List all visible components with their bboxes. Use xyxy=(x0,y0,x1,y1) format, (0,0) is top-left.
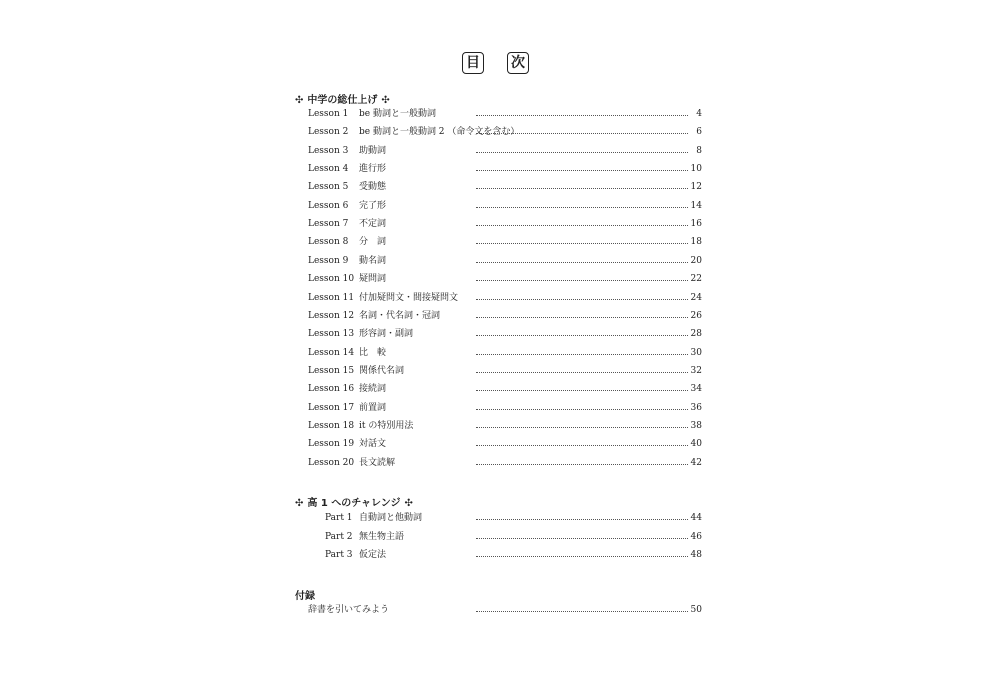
entry-label: Part 1 xyxy=(325,513,353,523)
entry-page-number: 46 xyxy=(690,531,702,542)
entry-page-number: 12 xyxy=(690,182,702,193)
dot-leader xyxy=(476,445,688,446)
entry-label: Lesson 16 xyxy=(308,384,355,395)
dot-leader xyxy=(476,556,688,557)
entry-page-number: 18 xyxy=(690,237,702,248)
entry-page-number: 40 xyxy=(690,439,702,450)
entry-page-number: 14 xyxy=(690,200,702,211)
dot-leader xyxy=(476,115,688,116)
toc-entry xyxy=(0,437,991,451)
dot-leader xyxy=(476,464,688,465)
entry-label: Lesson 7 xyxy=(308,219,349,230)
dot-leader xyxy=(476,207,688,208)
entry-label: Lesson 1 xyxy=(308,109,349,119)
entry-label: Lesson 5 xyxy=(308,182,349,193)
dot-leader xyxy=(476,299,688,300)
entry-label: Lesson 14 xyxy=(308,347,355,358)
entry-label: Lesson 9 xyxy=(308,255,349,266)
entry-page-number: 10 xyxy=(690,164,702,175)
toc-entry xyxy=(0,346,991,360)
toc-entry xyxy=(0,401,991,415)
dot-leader xyxy=(476,317,688,318)
entry-label: Lesson 3 xyxy=(308,145,349,156)
entry-label: Lesson 2 xyxy=(308,127,349,138)
toc-entry xyxy=(0,382,991,396)
page-title xyxy=(0,52,991,74)
ornament-icon: ✣ xyxy=(381,95,390,106)
entry-page-number: 24 xyxy=(690,292,702,303)
dot-leader xyxy=(476,335,688,336)
toc-entry xyxy=(0,162,991,176)
entry-label: Lesson 6 xyxy=(308,200,349,211)
toc-entry xyxy=(0,217,991,231)
entry-label: Lesson 18 xyxy=(308,420,355,431)
entry-label: Lesson 10 xyxy=(308,274,355,285)
entry-page-number: 30 xyxy=(690,347,702,358)
entry-topic: 前置詞 xyxy=(359,402,387,413)
entry-label: Lesson 17 xyxy=(308,402,355,413)
entry-topic: 形容詞・副詞 xyxy=(359,329,414,340)
section-heading-appendix xyxy=(295,587,315,602)
section-title: 高 1 へのチャレンジ xyxy=(307,498,401,509)
entry-page-number: 6 xyxy=(696,127,702,138)
entry-topic: 助動詞 xyxy=(359,145,387,156)
entry-page-number: 50 xyxy=(690,605,702,615)
entry-topic: 付加疑問文・間接疑問文 xyxy=(359,292,459,303)
dot-leader xyxy=(476,225,688,226)
toc-entry xyxy=(0,548,991,562)
dot-leader xyxy=(476,611,688,612)
entry-topic: 長文読解 xyxy=(359,457,396,468)
entry-topic: 受動態 xyxy=(359,182,387,193)
title-char-2: 次 xyxy=(507,52,529,74)
dot-leader xyxy=(476,390,688,391)
entry-page-number: 28 xyxy=(690,329,702,340)
entry-label: Part 2 xyxy=(325,531,353,542)
entry-label: Lesson 8 xyxy=(308,237,349,248)
entry-topic: 自動詞と他動詞 xyxy=(359,513,423,523)
entry-page-number: 42 xyxy=(690,457,702,468)
entry-topic: 動名詞 xyxy=(359,255,387,266)
toc-entry xyxy=(0,199,991,213)
entry-label: Part 3 xyxy=(325,550,353,560)
entry-topic: 完了形 xyxy=(359,200,387,211)
entry-topic: it の特別用法 xyxy=(359,420,414,431)
entry-label: Lesson 13 xyxy=(308,329,355,340)
entry-topic: be 動詞と一般動詞 xyxy=(359,109,436,119)
entry-topic: 分 詞 xyxy=(359,237,387,248)
entry-page-number: 34 xyxy=(690,384,702,395)
dot-leader xyxy=(476,538,688,539)
entry-topic: 名詞・代名詞・冠詞 xyxy=(359,310,441,321)
toc-entry xyxy=(0,144,991,158)
section-title: 付録 xyxy=(295,591,315,602)
dot-leader xyxy=(476,152,688,153)
toc-entry xyxy=(0,309,991,323)
toc-entry xyxy=(0,235,991,249)
toc-entry xyxy=(0,254,991,268)
entry-label: Lesson 20 xyxy=(308,457,355,468)
dot-leader xyxy=(476,280,688,281)
title-char-1: 目 xyxy=(462,52,484,74)
toc-entry xyxy=(0,603,991,617)
entry-page-number: 22 xyxy=(690,274,702,285)
entry-topic: be 動詞と一般動詞 2 （命令文を含む） xyxy=(359,127,520,138)
entry-page-number: 26 xyxy=(690,310,702,321)
toc-entry xyxy=(0,456,991,470)
entry-page-number: 16 xyxy=(690,219,702,230)
entry-page-number: 8 xyxy=(696,145,702,156)
entry-page-number: 38 xyxy=(690,420,702,431)
entry-topic: 疑問詞 xyxy=(359,274,387,285)
entry-page-number: 4 xyxy=(696,109,702,119)
entry-page-number: 48 xyxy=(690,550,702,560)
entry-label: Lesson 19 xyxy=(308,439,355,450)
dot-leader xyxy=(476,519,688,520)
toc-entry xyxy=(0,180,991,194)
toc-entry xyxy=(0,530,991,544)
entry-topic: 比 較 xyxy=(359,347,387,358)
entry-page-number: 44 xyxy=(690,513,702,523)
dot-leader xyxy=(476,427,688,428)
toc-entry xyxy=(0,272,991,286)
dot-leader xyxy=(476,243,688,244)
ornament-icon: ✣ xyxy=(295,498,304,509)
toc-entry xyxy=(0,107,991,121)
dot-leader xyxy=(476,354,688,355)
entry-label: Lesson 4 xyxy=(308,164,349,175)
entry-page-number: 32 xyxy=(690,365,702,376)
dot-leader xyxy=(476,409,688,410)
toc-entry xyxy=(0,327,991,341)
toc-entry xyxy=(0,364,991,378)
entry-page-number: 36 xyxy=(690,402,702,413)
ornament-icon: ✣ xyxy=(295,95,304,106)
section-title: 中学の総仕上げ xyxy=(307,95,378,106)
entry-label: Lesson 15 xyxy=(308,365,355,376)
entry-topic: 仮定法 xyxy=(359,550,387,560)
section-heading-challenge xyxy=(295,494,417,509)
entry-topic: 辞書を引いてみよう xyxy=(308,605,390,615)
dot-leader xyxy=(476,188,688,189)
toc-entry xyxy=(0,291,991,305)
dot-leader xyxy=(476,133,688,134)
entry-topic: 不定詞 xyxy=(359,219,387,230)
entry-label: Lesson 11 xyxy=(308,292,355,303)
entry-topic: 接続詞 xyxy=(359,384,387,395)
entry-page-number: 20 xyxy=(690,255,702,266)
entry-topic: 関係代名詞 xyxy=(359,365,405,376)
toc-entry xyxy=(0,419,991,433)
section-heading-junior-high xyxy=(295,91,394,106)
ornament-icon: ✣ xyxy=(404,498,413,509)
entry-topic: 対話文 xyxy=(359,439,387,450)
toc-entry xyxy=(0,125,991,139)
entry-topic: 無生物主語 xyxy=(359,531,405,542)
entry-topic: 進行形 xyxy=(359,164,387,175)
dot-leader xyxy=(476,262,688,263)
entry-label: Lesson 12 xyxy=(308,310,355,321)
dot-leader xyxy=(476,372,688,373)
toc-entry xyxy=(0,511,991,525)
dot-leader xyxy=(476,170,688,171)
